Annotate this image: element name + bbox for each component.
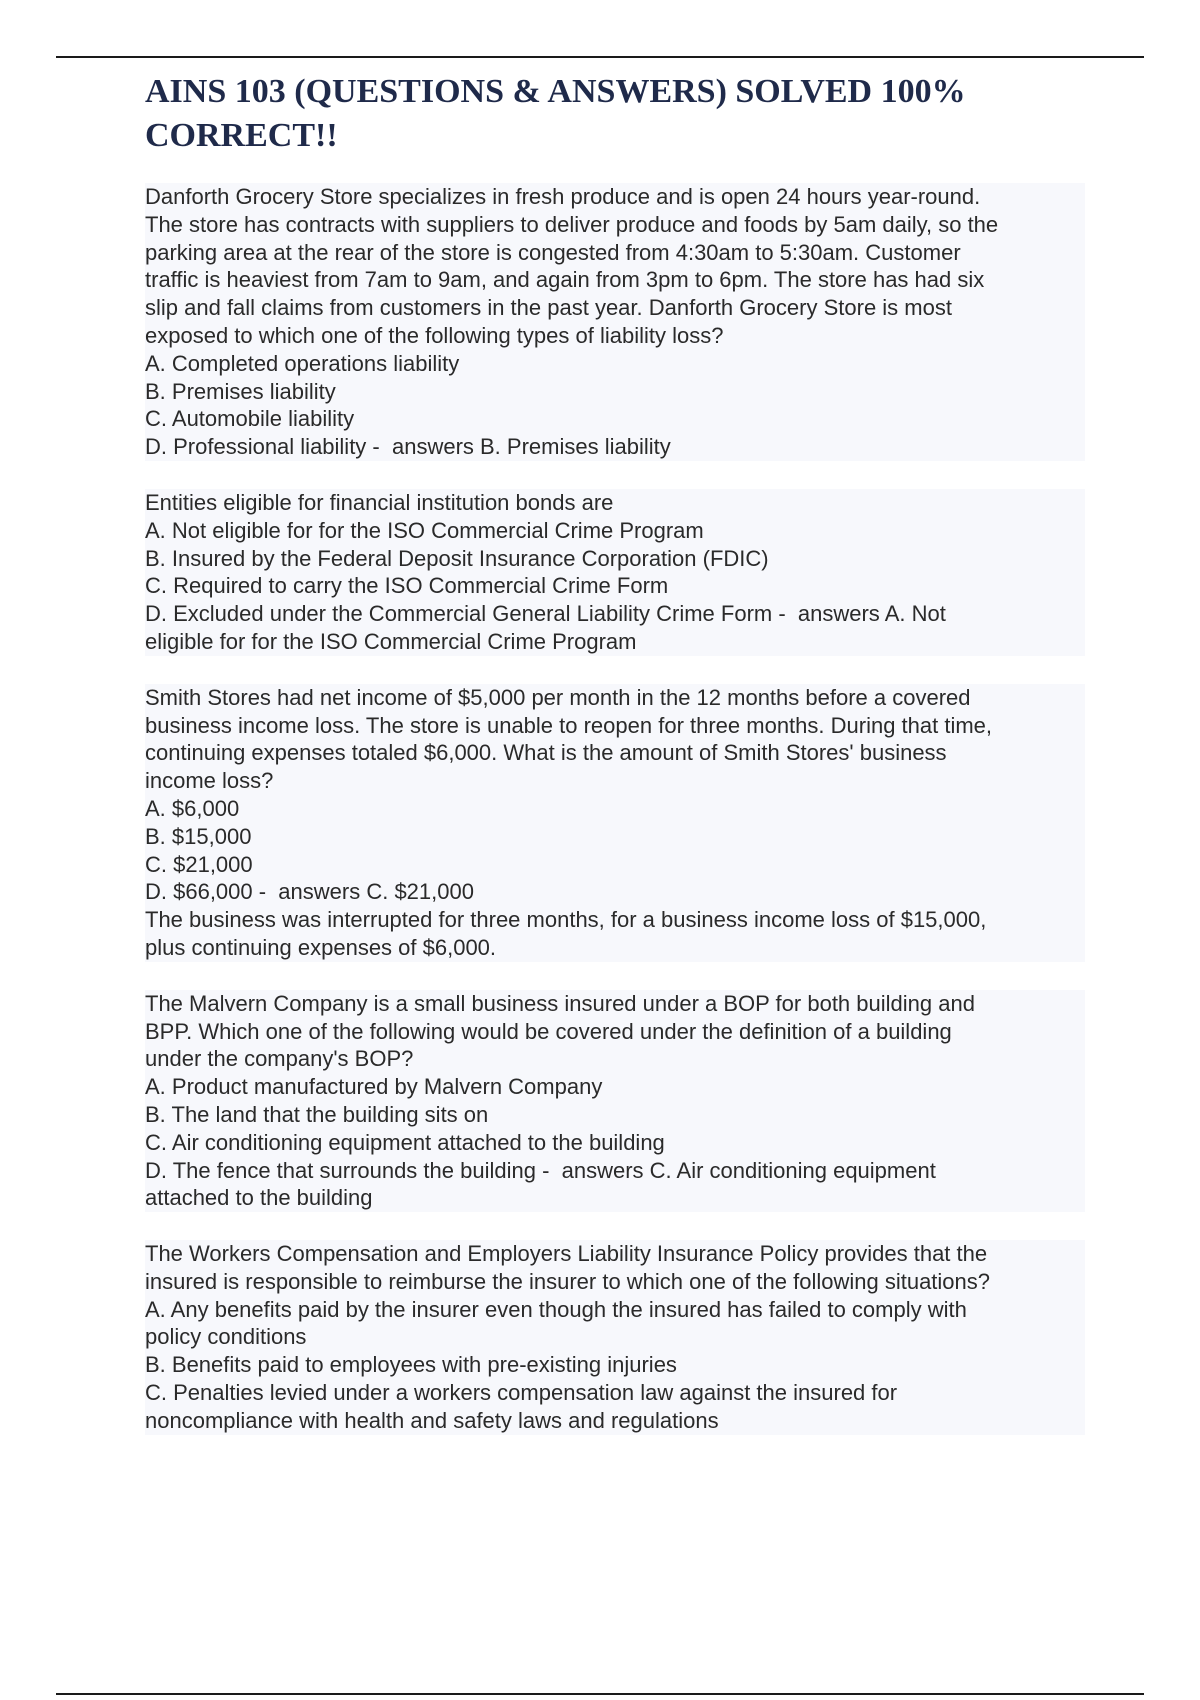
answer-option: B. Premises liability bbox=[145, 378, 336, 404]
answer-option: A. Not eligible for for the ISO Commercial Crime Program bbox=[145, 517, 704, 543]
answer-option: A. Completed operations liability bbox=[145, 350, 460, 376]
answer-option: C. Required to carry the ISO Commercial Crime Form bbox=[145, 573, 669, 599]
question-text: exposed to which one of the following types of liability loss? bbox=[145, 322, 724, 348]
question-block-1 bbox=[145, 183, 1085, 461]
question-text: The Malvern Company is a small business insured under a BOP for both building and bbox=[145, 990, 975, 1016]
answer-explanation: plus continuing expenses of $6,000. bbox=[145, 934, 497, 960]
answer-option: B. The land that the building sits on bbox=[145, 1101, 489, 1127]
answer-option: B. Benefits paid to employees with pre-existing injuries bbox=[145, 1352, 677, 1378]
question-text: continuing expenses totaled $6,000. What is the amount of Smith Stores' business bbox=[145, 740, 947, 766]
bottom-divider bbox=[56, 1693, 1144, 1695]
question-text: The store has contracts with suppliers to deliver produce and foods by 5am daily, so the bbox=[145, 211, 999, 237]
answer-option: policy conditions bbox=[145, 1324, 307, 1350]
answer-option: A. Any benefits paid by the insurer even though the insured has failed to comply with bbox=[145, 1296, 967, 1322]
question-block-2 bbox=[145, 489, 1085, 656]
answer-option-with-answer: D. $66,000 - answers C. $21,000 bbox=[145, 879, 474, 905]
question-text: Smith Stores had net income of $5,000 per month in the 12 months before a covered bbox=[145, 684, 971, 710]
answer-text: eligible for for the ISO Commercial Crime Program bbox=[145, 628, 637, 654]
answer-option-with-answer: D. Excluded under the Commercial General Liability Crime Form - answers A. Not bbox=[145, 601, 946, 627]
question-text: business income loss. The store is unable to reopen for three months. During that time, bbox=[145, 712, 993, 738]
question-block-4 bbox=[145, 990, 1085, 1212]
answer-option: C. Penalties levied under a workers compensation law against the insured for bbox=[145, 1380, 898, 1406]
answer-option-with-answer: D. The fence that surrounds the building - answers C. Air conditioning equipment bbox=[145, 1157, 936, 1183]
answer-explanation: The business was interrupted for three months, for a business income loss of $15,000, bbox=[145, 907, 987, 933]
answer-option: A. Product manufactured by Malvern Company bbox=[145, 1074, 603, 1100]
page-title: AINS 103 (QUESTIONS & ANSWERS) SOLVED 100% CORRECT!! bbox=[145, 73, 966, 154]
answer-text: attached to the building bbox=[145, 1185, 373, 1211]
answer-option: A. $6,000 bbox=[145, 795, 240, 821]
question-text: slip and fall claims from customers in the past year. Danforth Grocery Store is most bbox=[145, 295, 952, 321]
question-text: under the company's BOP? bbox=[145, 1046, 414, 1072]
question-text: The Workers Compensation and Employers Liability Insurance Policy provides that the bbox=[145, 1241, 988, 1267]
question-block-5 bbox=[145, 1240, 1085, 1435]
answer-option: C. $21,000 bbox=[145, 851, 253, 877]
question-text: Entities eligible for financial institution bonds are bbox=[145, 489, 614, 515]
answer-option: C. Air conditioning equipment attached to the building bbox=[145, 1129, 665, 1155]
answer-option: B. Insured by the Federal Deposit Insurance Corporation (FDIC) bbox=[145, 545, 769, 571]
question-block-3 bbox=[145, 684, 1085, 962]
answer-option: C. Automobile liability bbox=[145, 406, 355, 432]
qa-list bbox=[145, 183, 1085, 1463]
question-text: insured is responsible to reimburse the insurer to which one of the following situations? bbox=[145, 1268, 991, 1294]
question-text: traffic is heaviest from 7am to 9am, and again from 3pm to 6pm. The store has had six bbox=[145, 267, 985, 293]
question-text: parking area at the rear of the store is congested from 4:30am to 5:30am. Customer bbox=[145, 239, 961, 265]
question-text: income loss? bbox=[145, 768, 274, 794]
answer-option: B. $15,000 bbox=[145, 823, 252, 849]
top-divider bbox=[56, 56, 1144, 58]
answer-option-with-answer: D. Professional liability - answers B. Premises liability bbox=[145, 434, 671, 460]
answer-option: noncompliance with health and safety laws and regulations bbox=[145, 1407, 719, 1433]
question-text: BPP. Which one of the following would be covered under the definition of a building bbox=[145, 1018, 952, 1044]
question-text: Danforth Grocery Store specializes in fresh produce and is open 24 hours year-round. bbox=[145, 184, 981, 209]
